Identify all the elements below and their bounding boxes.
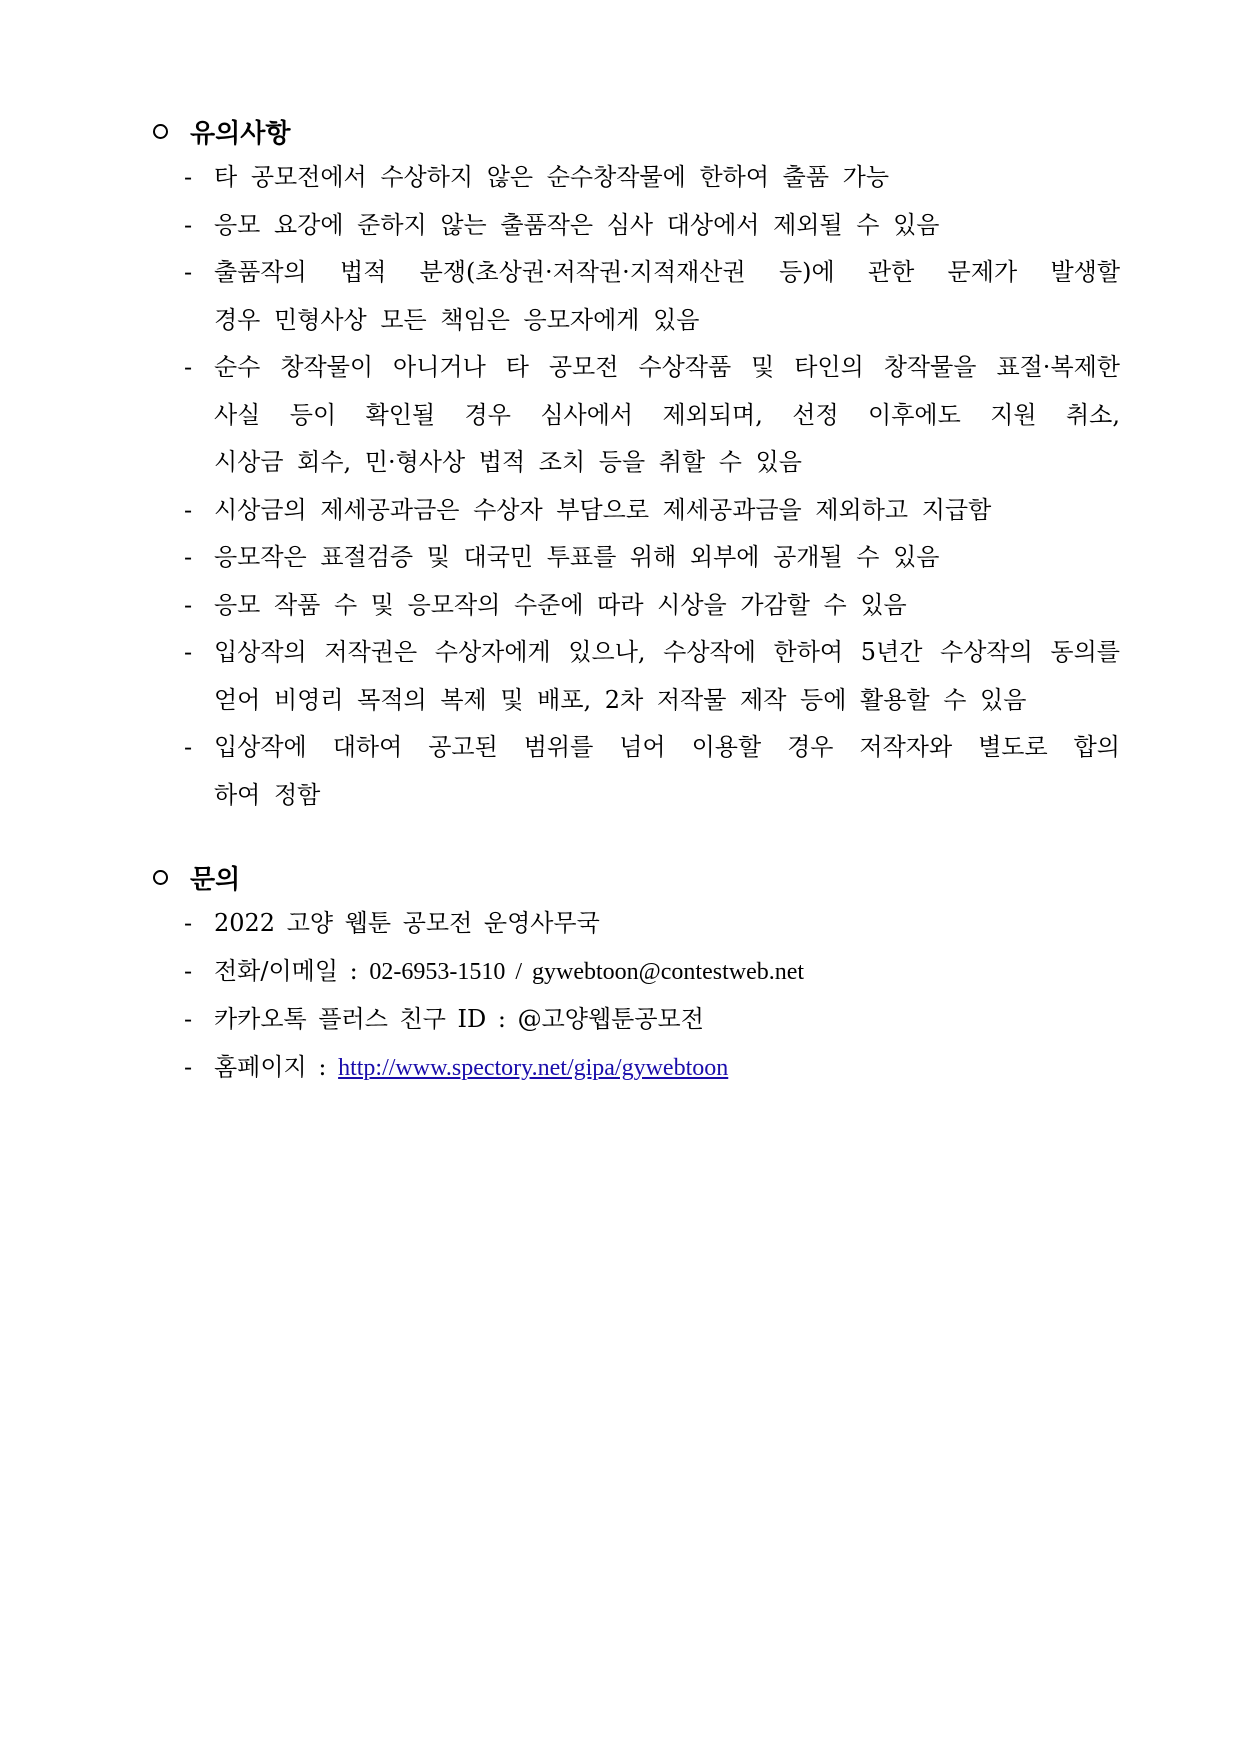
dash-bullet: - xyxy=(184,638,193,666)
note-line: 사실 등이 확인될 경우 심사에서 제외되며, 선정 이후에도 지원 취소, xyxy=(214,400,1120,429)
note-item-4 xyxy=(150,344,1120,487)
contact-office xyxy=(150,900,1120,948)
contact-phone-email xyxy=(150,948,1120,997)
dash-bullet: - xyxy=(184,258,193,286)
note-line: 출품작의 법적 분쟁(초상권·저작권·지적재산권 등)에 관한 문제가 발생할 xyxy=(214,258,1120,286)
dash-bullet: - xyxy=(184,733,193,761)
note-item-9 xyxy=(150,724,1120,819)
notes-section xyxy=(150,108,1120,819)
contact-heading-text: 문의 xyxy=(190,864,241,895)
phone-label: 전화/이메일 : xyxy=(214,956,370,985)
note-item-7 xyxy=(150,582,1120,630)
note-item-1 xyxy=(150,154,1120,202)
note-line: 입상작의 저작권은 수상자에게 있으나, 수상작에 한하여 5년간 수상작의 동의를 xyxy=(214,638,1120,666)
note-item-6 xyxy=(150,534,1120,582)
notes-list xyxy=(150,154,1120,819)
note-line: 입상작에 대하여 공고된 범위를 넘어 이용할 경우 저작자와 별도로 합의 xyxy=(214,733,1120,761)
office-name: 2022 고양 웹툰 공모전 운영사무국 xyxy=(214,909,600,937)
note-line: 하여 정함 xyxy=(214,780,321,809)
dash-bullet: - xyxy=(184,590,193,619)
dash-bullet: - xyxy=(184,163,193,191)
kakao-id: @고양웹툰공모전 xyxy=(517,1005,704,1033)
circle-bullet-icon xyxy=(153,870,168,885)
note-line: 경우 민형사상 모든 책임은 응모자에게 있음 xyxy=(214,305,700,334)
circle-bullet-icon xyxy=(153,124,168,139)
dash-bullet: - xyxy=(184,1005,193,1033)
homepage-label: 홈페이지 : xyxy=(214,1052,339,1081)
note-line: 응모작은 표절검증 및 대국민 투표를 위해 외부에 공개될 수 있음 xyxy=(214,543,940,571)
contact-section xyxy=(150,854,1120,1092)
note-line: 타 공모전에서 수상하지 않은 순수창작물에 한하여 출품 가능 xyxy=(214,163,890,191)
kakao-label: 카카오톡 플러스 친구 ID : xyxy=(214,1005,518,1033)
note-line: 얻어 비영리 목적의 복제 및 배포, 2차 저작물 제작 등에 활용할 수 있음 xyxy=(214,685,1027,714)
contact-heading xyxy=(150,854,1120,900)
notes-heading-text: 유의사항 xyxy=(190,118,291,149)
contact-homepage xyxy=(150,1044,1120,1093)
note-item-2 xyxy=(150,202,1120,250)
note-line: 응모 요강에 준하지 않는 출품작은 심사 대상에서 제외될 수 있음 xyxy=(214,210,940,239)
contact-list xyxy=(150,900,1120,1092)
dash-bullet: - xyxy=(184,210,193,239)
dash-bullet: - xyxy=(184,495,193,524)
note-item-5 xyxy=(150,487,1120,535)
dash-bullet: - xyxy=(184,543,193,571)
homepage-link[interactable]: http://www.spectory.net/gipa/gywebtoon xyxy=(338,1054,729,1081)
note-item-3 xyxy=(150,249,1120,344)
note-line: 응모 작품 수 및 응모작의 수준에 따라 시상을 가감할 수 있음 xyxy=(214,590,907,619)
contact-kakao xyxy=(150,996,1120,1044)
note-line: 시상금 회수, 민·형사상 법적 조치 등을 취할 수 있음 xyxy=(214,448,802,476)
dash-bullet: - xyxy=(184,1052,193,1081)
dash-bullet: - xyxy=(184,909,193,937)
notes-heading xyxy=(150,108,1120,154)
note-line: 순수 창작물이 아니거나 타 공모전 수상작품 및 타인의 창작물을 표절·복제한 xyxy=(214,353,1120,381)
dash-bullet: - xyxy=(184,353,193,381)
note-item-8 xyxy=(150,629,1120,724)
note-line: 시상금의 제세공과금은 수상자 부담으로 제세공과금을 제외하고 지급함 xyxy=(214,495,992,524)
dash-bullet: - xyxy=(184,956,193,985)
phone-email-value: 02-6953-1510 / gywebtoon@contestweb.net xyxy=(369,958,805,985)
